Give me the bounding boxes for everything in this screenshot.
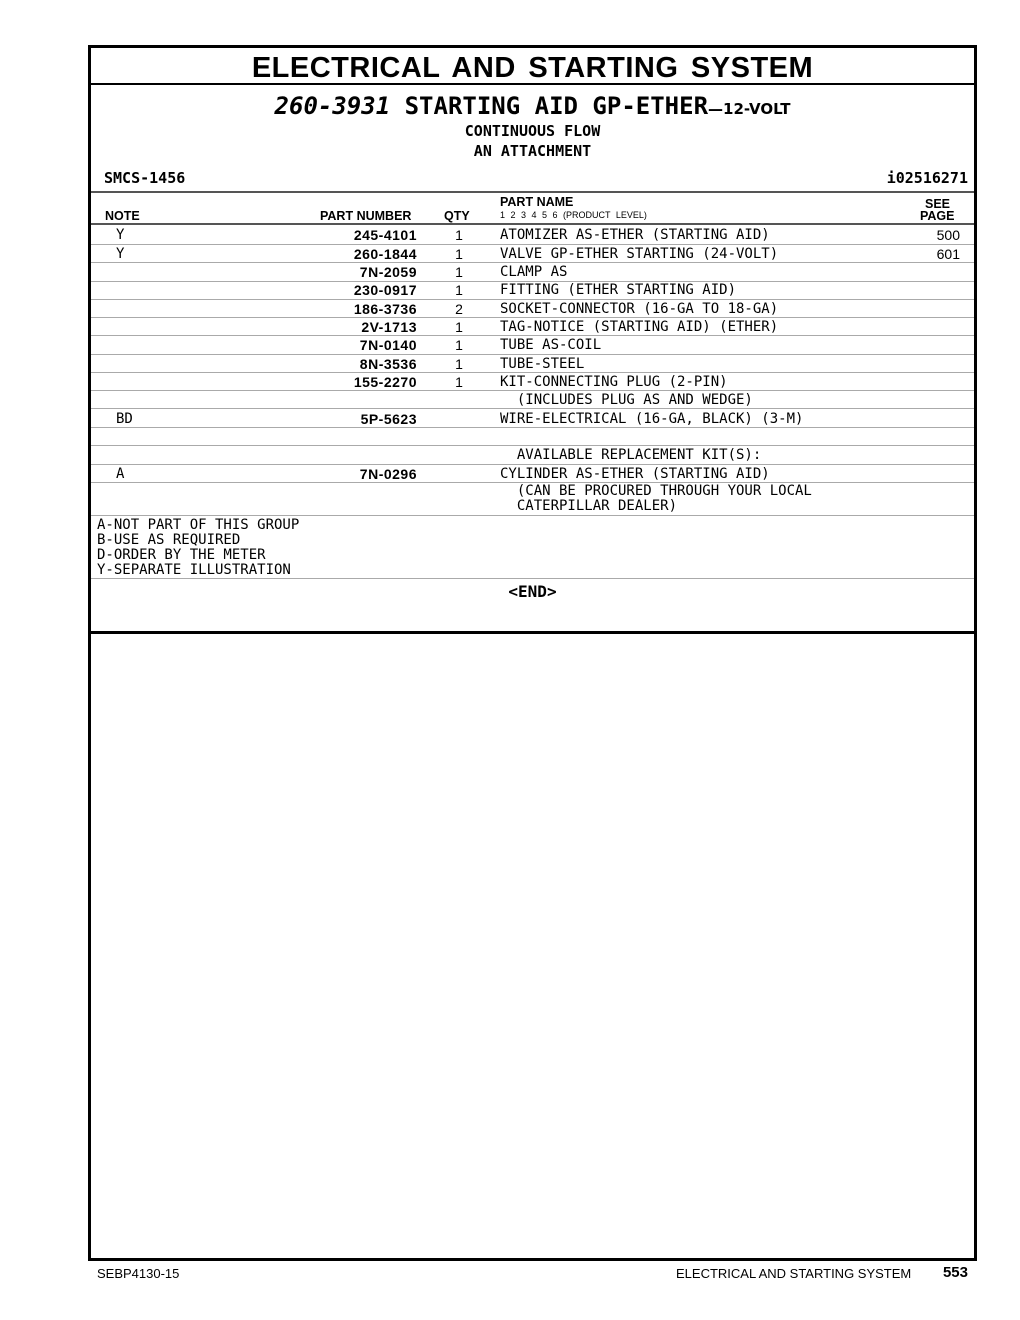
- row-divider: [91, 299, 974, 300]
- section-title: ELECTRICAL AND STARTING SYSTEM: [91, 48, 974, 85]
- row-divider: [91, 390, 974, 391]
- row-part-name: CYLINDER AS-ETHER (STARTING AID): [500, 466, 770, 482]
- row-part-name: SOCKET-CONNECTOR (16-GA TO 18-GA): [500, 301, 779, 317]
- row-note: Y: [116, 246, 125, 262]
- row-note: A: [116, 466, 125, 482]
- page-number: 553: [942, 1264, 968, 1281]
- group-name: STARTING AID GP-ETHER: [404, 92, 709, 120]
- parts-page-frame: [88, 45, 977, 1261]
- legend-item: A-NOT PART OF THIS GROUP: [97, 517, 300, 533]
- row-part-name: WIRE-ELECTRICAL (16-GA, BLACK) (3-M): [500, 411, 804, 427]
- section-end-rule: [91, 631, 974, 634]
- row-part-name: KIT-CONNECTING PLUG (2-PIN): [500, 374, 728, 390]
- row-part-name: (INCLUDES PLUG AS AND WEDGE): [500, 392, 753, 408]
- smcs-code: SMCS-1456: [104, 169, 186, 187]
- footer-doc-id: SEBP4130-15: [97, 1266, 180, 1281]
- row-part-number: 7N-0140: [359, 337, 417, 353]
- row-note: Y: [116, 227, 125, 243]
- end-marker-row: [91, 582, 974, 601]
- illustration-id: i02516271: [886, 169, 968, 187]
- group-subtitle-2: AN ATTACHMENT: [473, 142, 592, 160]
- row-part-number: 5P-5623: [360, 411, 417, 427]
- header-note: NOTE: [105, 209, 140, 223]
- header-top-rule: [91, 191, 974, 193]
- legend-item: Y-SEPARATE ILLUSTRATION: [97, 562, 291, 578]
- row-divider: [91, 317, 974, 318]
- group-number: 260-3931: [274, 92, 391, 120]
- end-marker: <END>: [508, 582, 557, 601]
- row-qty: 2: [455, 301, 463, 317]
- row-part-name: VALVE GP-ETHER STARTING (24-VOLT): [500, 246, 779, 262]
- row-divider: [91, 244, 974, 245]
- legend-item: B-USE AS REQUIRED: [97, 532, 241, 548]
- header-part-number: PART NUMBER: [320, 209, 412, 223]
- group-suffix: —12-VOLT: [708, 100, 791, 118]
- row-qty: 1: [455, 374, 463, 390]
- row-divider: [91, 354, 974, 355]
- header-bottom-rule: [91, 223, 974, 225]
- row-part-name: FITTING (ETHER STARTING AID): [500, 282, 737, 298]
- row-part-name: TUBE AS-COIL: [500, 337, 602, 353]
- row-part-number: 260-1844: [353, 246, 417, 262]
- row-part-number: 245-4101: [353, 227, 417, 243]
- row-qty: 1: [455, 319, 463, 335]
- row-divider: [91, 427, 974, 428]
- row-part-number: 8N-3536: [359, 356, 417, 372]
- group-subtitle-1: CONTINUOUS FLOW: [464, 122, 601, 140]
- header-part-name: PART NAME: [500, 195, 574, 209]
- row-see-page: 500: [936, 227, 960, 243]
- group-title: [91, 92, 974, 123]
- row-part-number: 186-3736: [353, 301, 417, 317]
- row-part-name: TUBE-STEEL: [500, 356, 585, 372]
- header-page: PAGE: [920, 209, 955, 223]
- row-note: BD: [116, 411, 133, 427]
- row-divider: [91, 262, 974, 263]
- row-part-number: 7N-2059: [359, 264, 417, 280]
- row-qty: 1: [455, 337, 463, 353]
- row-part-number: 7N-0296: [359, 466, 417, 482]
- legend-divider: [91, 578, 974, 579]
- row-part-name: AVAILABLE REPLACEMENT KIT(S):: [500, 447, 762, 463]
- row-qty: 1: [455, 282, 463, 298]
- footer-section: ELECTRICAL AND STARTING SYSTEM: [676, 1266, 912, 1281]
- row-part-number: 230-0917: [353, 282, 417, 298]
- row-qty: 1: [455, 246, 463, 262]
- row-divider: [91, 372, 974, 373]
- row-qty: 1: [455, 227, 463, 243]
- row-divider: [91, 445, 974, 446]
- header-qty: QTY: [444, 209, 470, 223]
- row-see-page: 601: [936, 246, 960, 262]
- row-part-name: (CAN BE PROCURED THROUGH YOUR LOCAL CATERPILLAR DEALER): [516, 483, 812, 514]
- header-see: SEE: [925, 197, 951, 211]
- notes-legend: [97, 518, 299, 578]
- row-part-number: 155-2270: [353, 374, 417, 390]
- row-part-number: 2V-1713: [361, 319, 417, 335]
- row-divider: [91, 515, 974, 516]
- row-divider: [91, 335, 974, 336]
- header-product-level: 1 2 3 4 5 6 (PRODUCT LEVEL): [500, 210, 647, 220]
- row-divider: [91, 464, 974, 465]
- row-part-name: ATOMIZER AS-ETHER (STARTING AID): [500, 227, 770, 243]
- row-part-name: CLAMP AS: [500, 264, 568, 280]
- row-qty: 1: [455, 356, 463, 372]
- row-divider: [91, 408, 974, 409]
- legend-item: D-ORDER BY THE METER: [97, 547, 266, 563]
- row-part-name: TAG-NOTICE (STARTING AID) (ETHER): [500, 319, 779, 335]
- row-qty: 1: [455, 264, 463, 280]
